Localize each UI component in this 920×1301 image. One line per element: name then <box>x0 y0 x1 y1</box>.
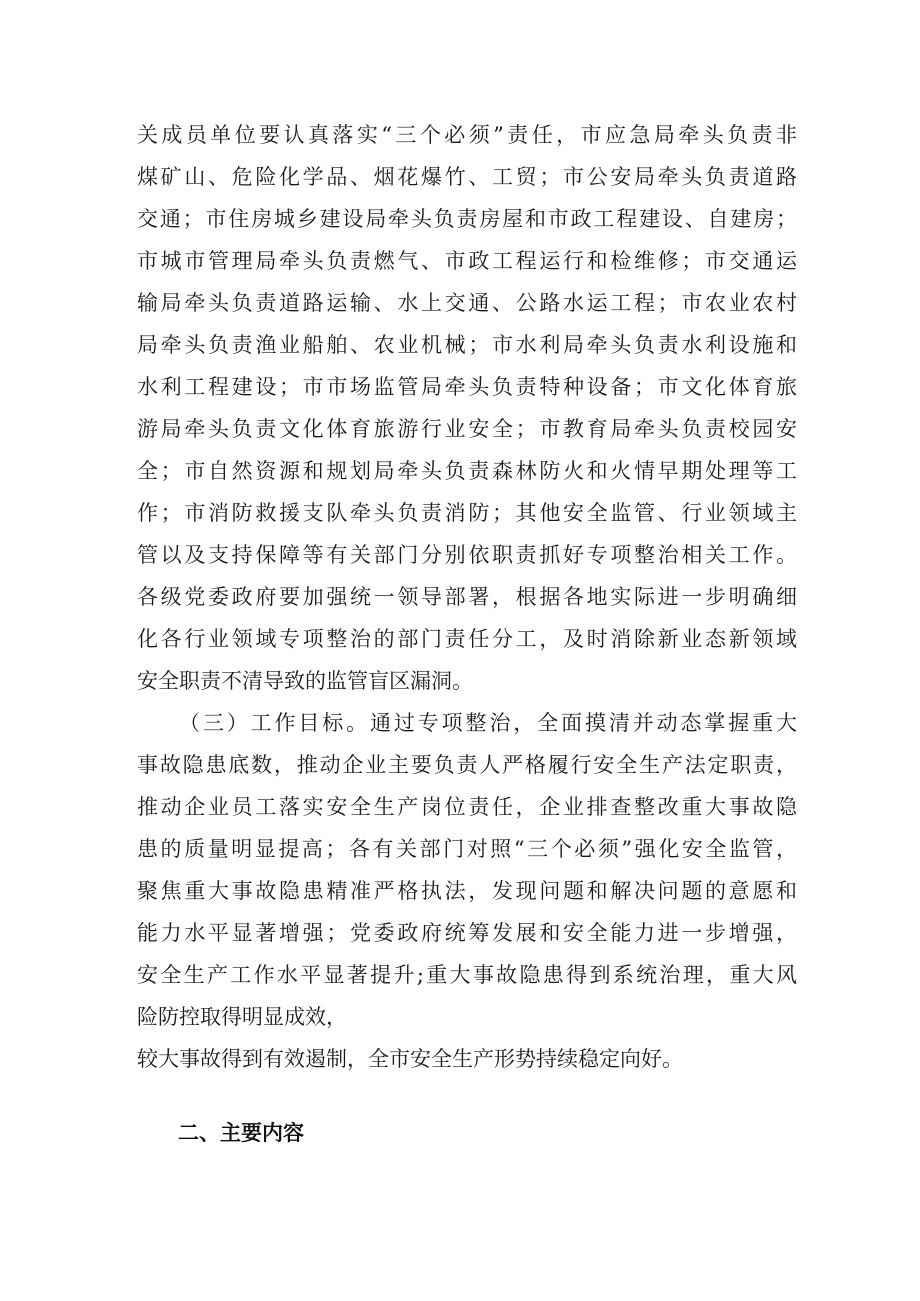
text-line: 安全生产工作水平显著提升;重大事故隐患得到系统治理，重大风 <box>137 963 797 987</box>
text-line: 管以及支持保障等有关部门分别依职责抓好专项整治相关工作。 <box>137 543 797 567</box>
text-line: 能力水平显著增强；党委政府统筹发展和安全能力进一步增强， <box>137 921 797 945</box>
text-line: 市城市管理局牵头负责燃气、市政工程运行和检维修；市交通运 <box>137 249 797 273</box>
text-line: 局牵头负责渔业船舶、农业机械；市水利局牵头负责水利设施和 <box>137 333 797 357</box>
text-line: 化各行业领域专项整治的部门责任分工，及时消除新业态新领域 <box>137 627 797 651</box>
text-line: 聚焦重大事故隐患精准严格执法，发现问题和解决问题的意愿和 <box>137 879 797 903</box>
text-line: 交通；市住房城乡建设局牵头负责房屋和市政工程建设、自建房； <box>137 207 797 231</box>
text-line: 全；市自然资源和规划局牵头负责森林防火和火情早期处理等工 <box>137 459 797 483</box>
body-text <box>137 114 797 1080</box>
text-line: 险防控取得明显成效， <box>137 1005 347 1029</box>
text-line: 患的质量明显提高；各有关部门对照“三个必须”强化安全监管， <box>137 837 797 861</box>
text-line: 推动企业员工落实安全生产岗位责任，企业排查整改重大事故隐 <box>137 795 797 819</box>
text-line: 水利工程建设；市市场监管局牵头负责特种设备；市文化体育旅 <box>137 375 797 399</box>
section-heading: 二、主要内容 <box>178 1121 304 1145</box>
text-line: 安全职责不清导致的监管盲区漏洞。 <box>137 669 473 693</box>
text-line: 较大事故得到有效遏制，全市安全生产形势持续稳定向好。 <box>137 1047 683 1071</box>
text-line: 事故隐患底数，推动企业主要负责人严格履行安全生产法定职责， <box>137 753 797 777</box>
text-line: 各级党委政府要加强统一领导部署，根据各地实际进一步明确细 <box>137 585 797 609</box>
text-line: 关成员单位要认真落实“三个必须”责任，市应急局牵头负责非 <box>137 123 797 147</box>
text-line: 煤矿山、危险化学品、烟花爆竹、工贸；市公安局牵头负责道路 <box>137 165 797 189</box>
text-line: 作；市消防救援支队牵头负责消防；其他安全监管、行业领域主 <box>137 501 797 525</box>
text-line: 游局牵头负责文化体育旅游行业安全；市教育局牵头负责校园安 <box>137 417 797 441</box>
text-line: 输局牵头负责道路运输、水上交通、公路水运工程；市农业农村 <box>137 291 797 315</box>
paragraph-first-line: （三）工作目标。通过专项整治，全面摸清并动态掌握重大 <box>179 711 797 735</box>
